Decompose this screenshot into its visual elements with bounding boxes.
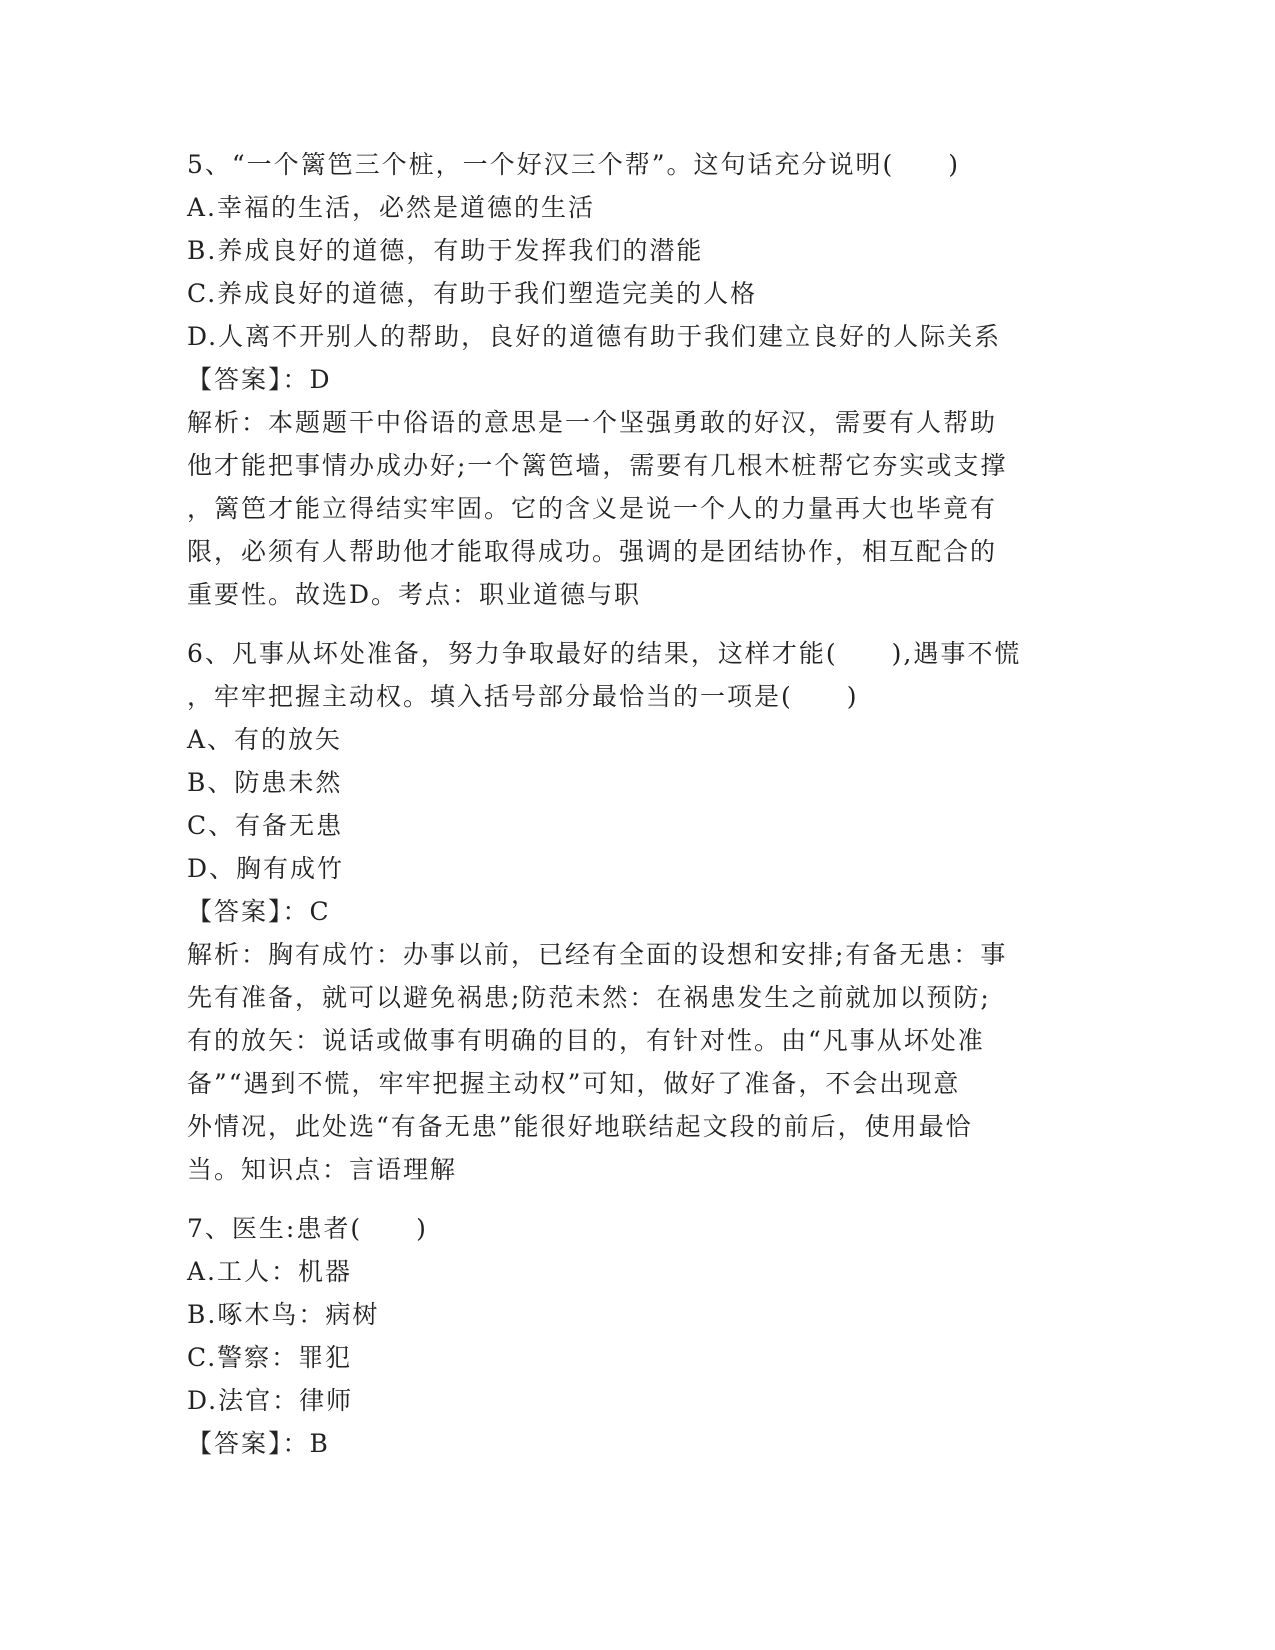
- analysis-line: 解析：本题题干中俗语的意思是一个坚强勇敢的好汉，需要有人帮助: [187, 408, 998, 437]
- analysis-line: 重要性。故选D。考点：职业道德与职: [187, 580, 642, 609]
- option-a: A.工人：机器: [187, 1257, 353, 1286]
- analysis-line: 他才能把事情办成办好;一个篱笆墙，需要有几根木桩帮它夯实或支撑: [187, 451, 1008, 480]
- option-a: A、有的放矢: [187, 725, 343, 754]
- option-c: C.养成良好的道德，有助于我们塑造完美的人格: [187, 279, 758, 308]
- analysis-line: 备”“遇到不慌，牢牢把握主动权”可知，做好了准备，不会出现意: [187, 1069, 961, 1098]
- analysis-line: 有的放矢：说话或做事有明确的目的，有针对性。由“凡事从坏处准: [187, 1026, 985, 1055]
- analysis-line: ，篱笆才能立得结实牢固。它的含义是说一个人的力量再大也毕竟有: [187, 494, 998, 523]
- analysis-line: 先有准备，就可以避免祸患;防范未然：在祸患发生之前就加以预防;: [187, 983, 991, 1012]
- analysis-line: 限，必须有人帮助他才能取得成功。强调的是团结协作，相互配合的: [187, 537, 998, 566]
- option-d: D.法官：律师: [187, 1386, 354, 1415]
- analysis-line: 解析：胸有成竹：办事以前，已经有全面的设想和安排;有备无患：事: [187, 940, 1008, 969]
- option-c: C.警察：罪犯: [187, 1343, 353, 1372]
- answer: 【答案】：C: [187, 897, 331, 926]
- answer: 【答案】：D: [187, 365, 332, 394]
- question-5: [187, 143, 1067, 616]
- document-body: [187, 143, 1067, 1481]
- option-a: A.幸福的生活，必然是道德的生活: [187, 193, 596, 222]
- question-stem: ，牢牢把握主动权。填入括号部分最恰当的一项是( ): [187, 682, 859, 711]
- option-b: B.啄木鸟：病树: [187, 1300, 380, 1329]
- option-d: D.人离不开别人的帮助，良好的道德有助于我们建立良好的人际关系: [187, 322, 1002, 351]
- analysis-line: 外情况，此处选“有备无患”能很好地联结起文段的前后，使用最恰: [187, 1112, 973, 1141]
- question-stem: 6、凡事从坏处准备，努力争取最好的结果，这样才能( ),遇事不慌: [187, 639, 1022, 668]
- analysis-line: 当。知识点：言语理解: [187, 1155, 458, 1184]
- option-d: D、胸有成竹: [187, 854, 345, 883]
- question-6: [187, 632, 1067, 1191]
- question-7: [187, 1207, 1067, 1465]
- option-b: B、防患未然: [187, 768, 343, 797]
- option-c: C、有备无患: [187, 811, 344, 840]
- answer: 【答案】：B: [187, 1429, 330, 1458]
- option-b: B.养成良好的道德，有助于发挥我们的潜能: [187, 236, 704, 265]
- question-stem: 5、“一个篱笆三个桩，一个好汉三个帮”。这句话充分说明( ): [187, 150, 960, 179]
- question-stem: 7、医生:患者( ): [187, 1214, 428, 1243]
